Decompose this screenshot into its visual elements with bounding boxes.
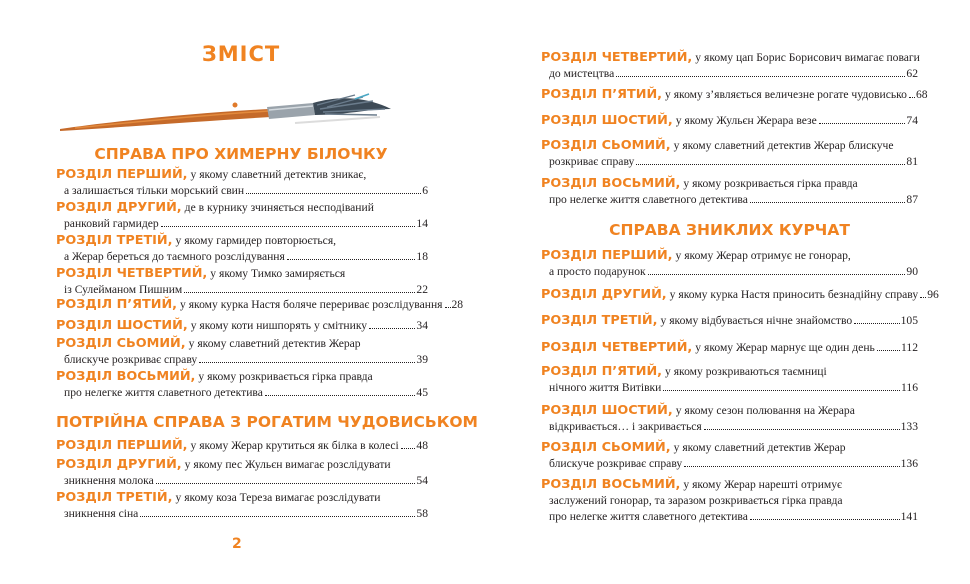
toc-entry[interactable]: [541, 50, 918, 82]
dot-leader: [246, 192, 421, 194]
chapter-text: зникнення сіна: [64, 507, 139, 521]
toc-entry[interactable]: [56, 167, 428, 199]
toc-entry[interactable]: [541, 364, 918, 396]
dot-leader: [636, 163, 905, 165]
dot-leader: [663, 389, 900, 391]
chapter-text: заслужений гонорар, та заразом розкривається гірка правда: [549, 494, 843, 508]
page-number: 48: [416, 439, 428, 452]
chapter-text: у якому розкриваються таємниці: [665, 365, 827, 378]
chapter-text: про нелегке життя славетного детектива: [64, 386, 263, 400]
chapter-text: відкривається… і закривається: [549, 420, 702, 434]
dot-leader: [369, 327, 415, 329]
section-title: ПОТРІЙНА СПРАВА З РОГАТИМ ЧУДОВИСЬКОМ: [56, 413, 478, 431]
chapter-text: до мистецтва: [549, 67, 615, 81]
section-title: СПРАВА ПРО ХИМЕРНУ БІЛОЧКУ: [94, 145, 388, 163]
page-number: 6: [422, 184, 428, 198]
page-number: 28: [451, 298, 464, 311]
dot-leader: [287, 258, 416, 260]
chapter-text: про нелегке життя славетного детектива: [549, 510, 748, 524]
dot-leader: [750, 518, 900, 520]
toc-entry[interactable]: [56, 336, 428, 368]
dot-leader: [648, 273, 906, 275]
page-number: 74: [906, 114, 918, 127]
chapter-text: у якому Тимко замиряється: [210, 267, 346, 280]
page-number: 141: [900, 510, 918, 524]
page-number-folio: 2: [232, 536, 242, 552]
chapter-heading: РОЗДІЛ П’ЯТИЙ,: [541, 87, 663, 102]
chapter-text: у якому курка Настя приносить безнадійну справу: [669, 288, 919, 301]
dot-leader: [156, 482, 416, 484]
toc-entry[interactable]: [541, 248, 918, 280]
chapter-text: у якому Жерар марнує ще один день: [695, 341, 875, 354]
page-number: 90: [906, 265, 918, 279]
chapter-text: а Жерар береться до таємного розслідування: [64, 250, 285, 264]
chapter-text: у якому сезон полювання на Жерара: [675, 404, 855, 417]
toc-entry[interactable]: [541, 313, 918, 329]
page-number: 112: [901, 341, 918, 354]
toc-entry[interactable]: [541, 287, 939, 303]
toc-entry[interactable]: [541, 440, 918, 472]
dot-leader: [616, 75, 905, 77]
dot-leader: [684, 465, 899, 467]
toc-entry[interactable]: [541, 403, 918, 435]
page-number: 87: [906, 193, 918, 207]
dot-leader: [161, 225, 416, 227]
toc-entry[interactable]: [56, 233, 428, 265]
toc-entry[interactable]: [56, 200, 428, 232]
toc-entry[interactable]: [56, 438, 428, 454]
dot-leader: [877, 349, 900, 351]
chapter-text: у якому Жерар крутиться як білка в колесі: [190, 439, 399, 452]
chapter-heading: РОЗДІЛ ПЕРШИЙ,: [56, 167, 188, 182]
chapter-text: блискуче розкриває справу: [549, 457, 683, 471]
dot-leader: [854, 322, 899, 324]
chapter-heading: РОЗДІЛ ЧЕТВЕРТИЙ,: [541, 340, 693, 355]
chapter-text: у якому славетний детектив Жерар: [188, 337, 361, 350]
chapter-text: у якому коти нишпорять у смітнику: [190, 319, 368, 332]
chapter-heading: РОЗДІЛ П’ЯТИЙ,: [56, 297, 178, 312]
chapter-text: у якому славетний детектив Жерар: [673, 441, 846, 454]
paintbrush-illustration: [55, 93, 405, 138]
page-number: 39: [416, 353, 428, 367]
chapter-text: а просто подарунок: [549, 265, 646, 279]
chapter-text: у якому Жульєн Жерара везе: [675, 114, 817, 127]
chapter-text: у якому пес Жульєн вимагає розслідувати: [184, 458, 391, 471]
toc-entry[interactable]: [541, 340, 918, 356]
page-number: 105: [900, 314, 918, 327]
chapter-text: у якому цап Борис Борисович вимагає поваги: [695, 51, 920, 64]
toc-entry[interactable]: [56, 457, 428, 489]
dot-leader: [140, 515, 415, 517]
chapter-heading: РОЗДІЛ П’ЯТИЙ,: [541, 364, 663, 379]
toc-entry[interactable]: [541, 176, 918, 208]
toc-entry[interactable]: [56, 266, 428, 298]
contents-title: ЗМІСТ: [201, 42, 281, 66]
chapter-heading: РОЗДІЛ ЧЕТВЕРТИЙ,: [56, 266, 208, 281]
chapter-text: у якому з’являється величезне рогате чудовисько: [665, 88, 907, 101]
chapter-heading: РОЗДІЛ ЧЕТВЕРТИЙ,: [541, 50, 693, 65]
chapter-text: де в курнику зчиняється несподіваний: [184, 201, 374, 214]
chapter-heading: РОЗДІЛ ВОСЬМИЙ,: [541, 176, 681, 191]
toc-entry[interactable]: [541, 113, 918, 129]
toc-entry[interactable]: [56, 297, 464, 313]
chapter-text: у якому розкривається гірка правда: [683, 177, 858, 190]
chapter-text: у якому відбувається нічне знайомство: [660, 314, 853, 327]
chapter-heading: РОЗДІЛ ВОСЬМИЙ,: [541, 477, 681, 492]
dot-leader: [184, 291, 415, 293]
chapter-text: розкриває справу: [549, 155, 635, 169]
page-number: 81: [906, 155, 918, 169]
chapter-heading: РОЗДІЛ ПЕРШИЙ,: [541, 248, 673, 263]
chapter-text: у якому Жерар нарешті отримує: [683, 478, 843, 491]
chapter-text: зникнення молока: [64, 474, 154, 488]
chapter-heading: РОЗДІЛ ТРЕТІЙ,: [56, 233, 173, 248]
page-number: 62: [906, 67, 918, 81]
dot-leader: [445, 306, 451, 308]
chapter-text: а залишається тільки морський свин: [64, 184, 245, 198]
page-number: 136: [900, 457, 918, 471]
chapter-heading: РОЗДІЛ ТРЕТІЙ,: [56, 490, 173, 505]
page-number: 96: [927, 288, 939, 301]
chapter-heading: РОЗДІЛ ДРУГИЙ,: [541, 287, 667, 302]
chapter-text: ранковий гармидер: [64, 217, 159, 231]
toc-entry[interactable]: [56, 318, 428, 334]
chapter-heading: РОЗДІЛ ДРУГИЙ,: [56, 200, 182, 215]
toc-entry[interactable]: [56, 490, 428, 522]
dot-leader: [909, 96, 915, 98]
dot-leader: [265, 394, 416, 396]
chapter-text: нічного життя Витівки: [549, 381, 662, 395]
page-number: 133: [900, 420, 918, 434]
chapter-text: у якому гармидер повторюється,: [175, 234, 337, 247]
chapter-text: у якому розкривається гірка правда: [198, 370, 373, 383]
dot-leader: [750, 201, 906, 203]
page-number: 58: [416, 507, 428, 521]
chapter-heading: РОЗДІЛ ШОСТИЙ,: [56, 318, 188, 333]
page-number: 22: [416, 283, 428, 297]
chapter-heading: РОЗДІЛ ПЕРШИЙ,: [56, 438, 188, 453]
chapter-text: із Сулейманом Пишним: [64, 283, 183, 297]
chapter-text: у якому коза Тереза вимагає розслідувати: [175, 491, 381, 504]
chapter-heading: РОЗДІЛ СЬОМИЙ,: [56, 336, 186, 351]
chapter-text: у якому Жерар отримує не гонорар,: [675, 249, 851, 262]
toc-entry[interactable]: [541, 477, 918, 526]
chapter-text: у якому славетний детектив зникає,: [190, 168, 367, 181]
chapter-text: у якому славетний детектив Жерар блискуче: [673, 139, 894, 152]
page-number: 34: [416, 319, 428, 332]
page-number: 14: [416, 217, 428, 231]
chapter-text: про нелегке життя славетного детектива: [549, 193, 748, 207]
dot-leader: [819, 122, 906, 124]
chapter-heading: РОЗДІЛ ШОСТИЙ,: [541, 113, 673, 128]
toc-entry[interactable]: [541, 87, 928, 103]
dot-leader: [920, 296, 926, 298]
page-number: 54: [416, 474, 428, 488]
dot-leader: [401, 447, 416, 449]
dot-leader: [704, 428, 900, 430]
section-title: СПРАВА ЗНИКЛИХ КУРЧАТ: [609, 221, 850, 239]
page-number: 18: [416, 250, 428, 264]
toc-entry[interactable]: [541, 138, 918, 170]
chapter-heading: РОЗДІЛ ТРЕТІЙ,: [541, 313, 658, 328]
chapter-heading: РОЗДІЛ СЬОМИЙ,: [541, 440, 671, 455]
chapter-heading: РОЗДІЛ СЬОМИЙ,: [541, 138, 671, 153]
toc-entry[interactable]: [56, 369, 428, 401]
page-number: 116: [901, 381, 918, 395]
chapter-text: у якому курка Настя боляче перериває розслідування: [180, 298, 443, 311]
page-number: 45: [416, 386, 428, 400]
right-page: [485, 0, 970, 584]
chapter-heading: РОЗДІЛ ДРУГИЙ,: [56, 457, 182, 472]
chapter-text: блискуче розкриває справу: [64, 353, 198, 367]
page-number: 68: [915, 88, 928, 101]
dot-leader: [199, 361, 415, 363]
chapter-heading: РОЗДІЛ ШОСТИЙ,: [541, 403, 673, 418]
chapter-heading: РОЗДІЛ ВОСЬМИЙ,: [56, 369, 196, 384]
